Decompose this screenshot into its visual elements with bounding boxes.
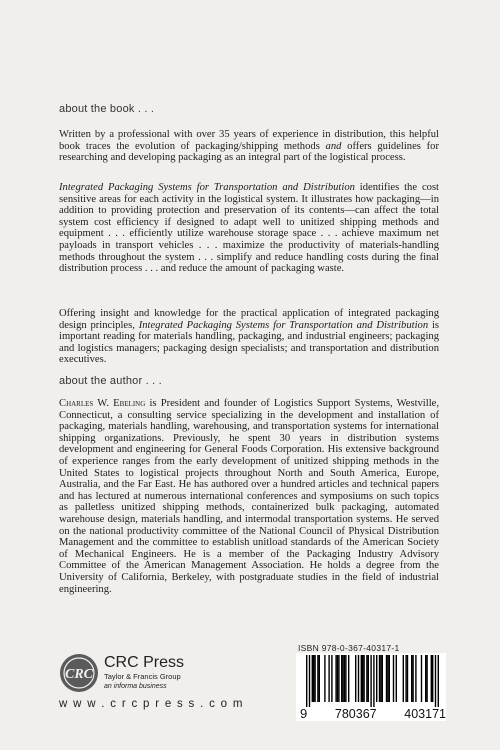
barcode-bar [431,655,432,702]
publisher-name: CRC Press [104,654,185,671]
barcode-bar [348,655,349,702]
book-title: Integrated Packaging Systems for Transportation and Distribution [59,182,355,193]
barcode-bar [345,655,346,702]
barcode-bar [376,655,377,702]
isbn-label: ISBN 978-0-367-40317-1 [298,643,400,653]
barcode-bar [335,655,336,702]
svg-text:CRC: CRC [64,667,94,682]
barcode-bar [361,655,362,702]
barcode-bar [314,655,315,702]
barcode-bar [435,655,436,707]
barcode-bar [415,655,416,702]
barcode-bar [425,655,426,702]
publisher-url[interactable]: w w w . c r c p r e s s . c o m [59,698,244,710]
barcode-bar [405,655,406,702]
barcode-bar [373,655,374,707]
barcode-bar [319,655,320,702]
barcode-bar [366,655,367,702]
barcode-bar [363,655,364,702]
barcode-bar [362,655,363,702]
barcode-bar [411,655,412,702]
barcode-bar [341,655,342,702]
barcode-bar [379,655,380,702]
barcode-bar [358,655,359,702]
barcode-bar [342,655,343,702]
barcode-bar [338,655,339,702]
barcode-bar [355,655,356,702]
barcode-bar [313,655,314,702]
barcode-bar [407,655,408,702]
barcode-bar [389,655,390,702]
barcode-bar [317,655,318,702]
barcode-bar [421,655,422,702]
crc-press-logo [59,653,99,693]
barcode-bar [331,655,332,702]
author-name: Charles W. Ebeling [59,398,146,409]
barcode-bar [396,655,397,702]
barcode-bar [368,655,369,702]
about-book-paragraph-1: Written by a professional with over 35 years of experience in distribution, this helpful book traces the evolution of packaging/shipping methods and offers guidelines for researching and developing packaging as an integral part of the logistical process. [59,129,439,164]
barcode-bar [382,655,383,702]
barcode-bar [328,655,329,702]
barcode-bar [387,655,388,702]
publisher-tagline: an informa business [104,683,167,690]
barcode-bar [438,655,439,707]
barcode-bar [393,655,394,702]
barcode-bar [306,655,307,707]
about-book-paragraph-2: Integrated Packaging Systems for Transportation and Distribution identifies the cost sensitive areas for each activity in the logistical system. It illustrates how packaging—in addition to providing protection and preservation of its contents—can affect the total system cost efficiency if designed to adapt well to unitized shipping methods and equipment . . . efficiently utilize warehouse storage space . . . achieve maximum net payloads in transport vehicles . . . maximize the productivity of materials-handling methods throughout the system . . . simplify and reduce handling costs during the final distribution process . . . and reduce the amount of packaging waste. [59,182,440,275]
barcode-bar [380,655,381,702]
barcode-bar [337,655,338,702]
publisher-block [104,654,184,691]
about-author-heading: about the author . . . [59,375,162,387]
barcode-bar [432,655,433,702]
barcode-bar [403,655,404,702]
barcode-number: 9 780367 403171 [300,706,446,721]
barcode-bar [412,655,413,702]
barcode-bar [309,655,310,707]
barcode-bar [386,655,387,702]
barcode-bar [370,655,371,707]
barcode-bar [312,655,313,702]
about-book-paragraph-3: Offering insight and knowledge for the practical application of integrated packaging design principles, Integrated Packaging Systems for Transportation and Distribution is important reading for materials handling, packaging, and industrial engineers; packaging and logistics managers; packaging design specialists; and transportation and distribution executives. [59,308,440,366]
barcode-bar [426,655,427,702]
about-book-heading: about the book . . . [59,103,155,115]
barcode-bar [324,655,325,702]
book-title: Integrated Packaging Systems for Transportation and Distribution [138,319,429,331]
about-author-paragraph: Charles W. Ebeling is President and founder of Logistics Support Systems, Westville, Connecticut, a consulting service specializing in the development and installation of packaging, materials handling, warehousing, and transportation systems for international shipping organizations. Previously, he spent 30 years in distribution systems development and engineering for General Foods Corporation. His extensive background of experience ranges from the early development of unitized shipping methods in the United States to logistical projects throughout North and South America, Europe, Australia, and the Far East. He has authored over a hundred articles and technical papers and has lectured at numerous international conferences and symposiums on such topics as palletless unitized shipping methods, containerized bulk packaging, automated warehouse design, materials handling, and intermodal transportation systems. He served on the national productivity committee of the National Council of Physical Distribution Management and the committee to establish unitload standards of the American Society of Mechanical Engineers. He is a member of the Packaging Industry Advisory Committee of the American Management Association. He holds a degree from the University of California, Berkeley, with postgraduate studies in the field of industrial engineering. [59,398,439,595]
barcode-bar [344,655,345,702]
publisher-group: Taylor & Francis Group [104,672,181,681]
barcode-bars [296,655,446,707]
